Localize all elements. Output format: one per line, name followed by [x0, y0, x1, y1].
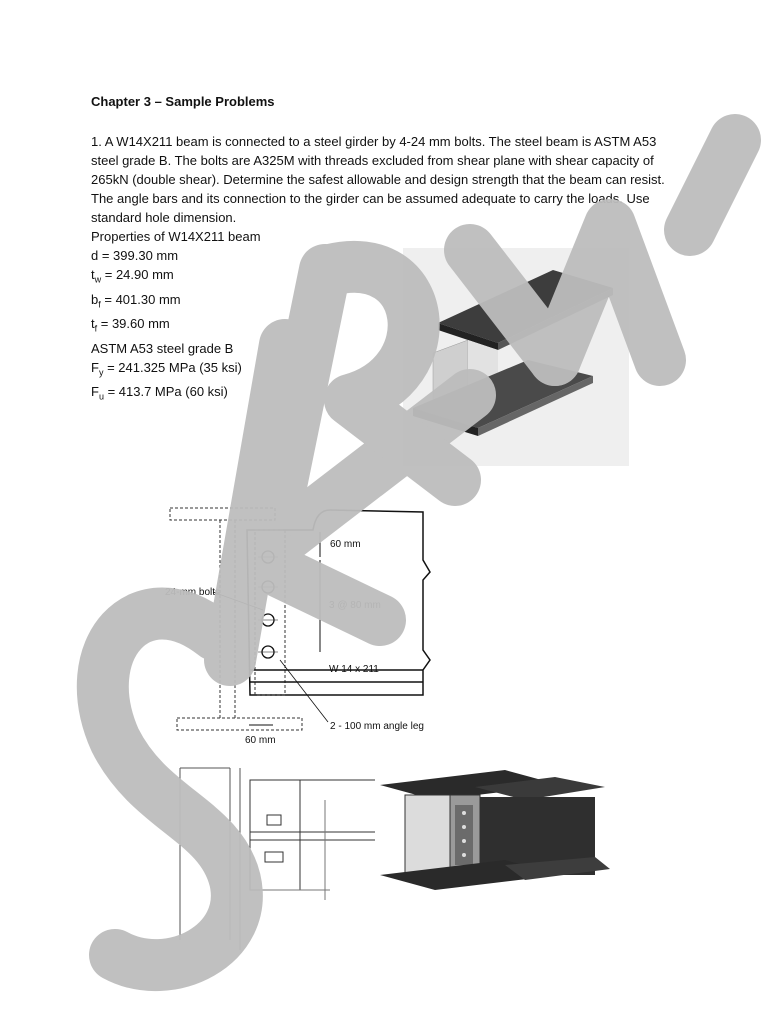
beam-connection-photo [375, 765, 615, 895]
page-title: Chapter 3 – Sample Problems [91, 94, 275, 109]
prop-tw: $t_w = 24.90$ mm [91, 267, 174, 285]
prop-bf: $b_f = 401.30$ mm [91, 291, 181, 310]
angle-leg-label: 2 - 100 mm angle leg [330, 721, 424, 732]
prop-d: d = 399.30 mm [91, 248, 179, 263]
side-view-drawing [165, 760, 380, 950]
bolts-label: 24-mm bolts [165, 587, 221, 598]
properties-heading: Properties of W14X211 beam [91, 229, 261, 244]
connection-drawing [165, 500, 455, 750]
prop-fy: $F_y = 241.325$ MPa (35 ksi) [91, 359, 242, 378]
spacing-label: 3 @ 80 mm [329, 600, 381, 611]
i-beam-photo [403, 248, 629, 466]
beam-label: W 14 x 211 [329, 664, 379, 675]
dim-60-bottom: 60 mm [245, 735, 276, 746]
prop-tf: $t_f = 39.60$ mm [91, 316, 170, 334]
prop-fu: $F_u = 413.7$ MPa (60 ksi) [91, 384, 228, 402]
beam-properties [91, 227, 261, 407]
problem-statement: 1. A W14X211 beam is connected to a steel girder by 4-24 mm bolts. The steel beam is ASTM A53 steel grade B. The bolts are A325M with threads excluded from shear plane with shear capacity of 265kN (double shear). Determine the safest allowable and design strength that the beam can resist. The angle bars and its connection to the girder can be assumed adequate to carry the loads. Use standard hole dimension. [91, 134, 665, 225]
prop-steel-grade: ASTM A53 steel grade B [91, 340, 234, 356]
dim-60-top: 60 mm [330, 539, 361, 550]
